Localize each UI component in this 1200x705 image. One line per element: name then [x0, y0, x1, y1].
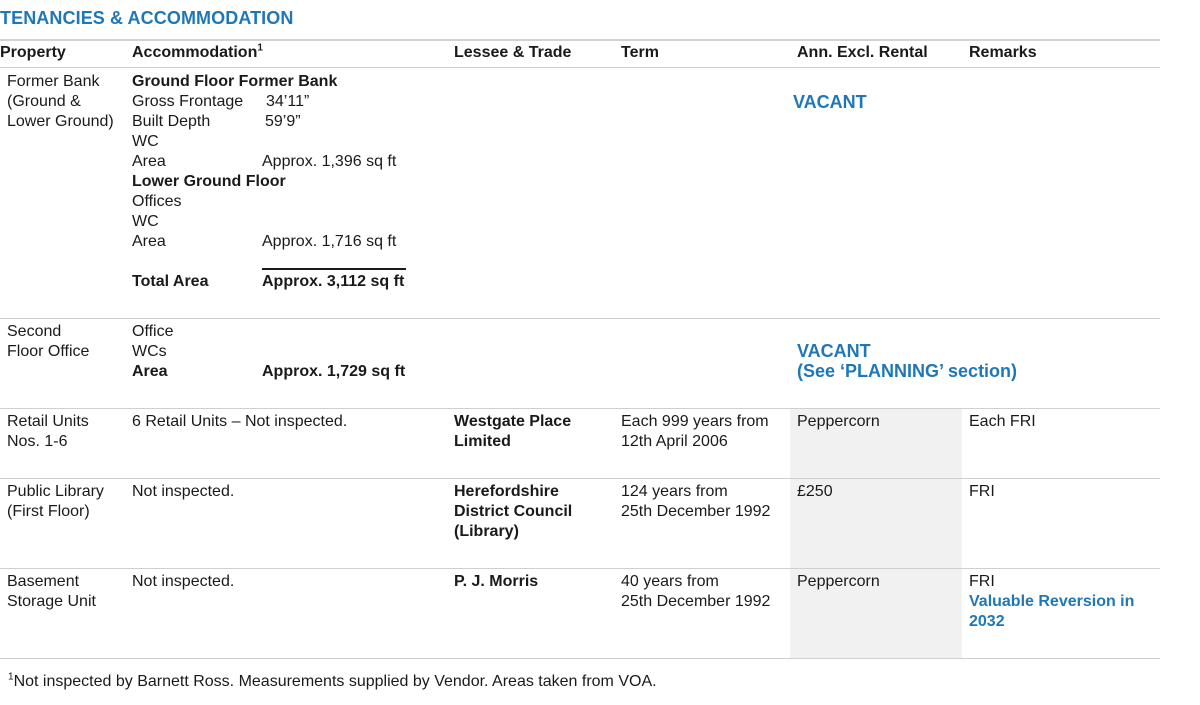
- property-line: Public Library: [7, 483, 104, 500]
- vacant-status: VACANT: [797, 341, 871, 361]
- built-depth-value: 59’9”: [265, 113, 301, 130]
- remarks-text: FRI: [969, 573, 995, 590]
- vacant-status: VACANT: [793, 92, 867, 112]
- property-line: Second: [7, 323, 62, 340]
- property-line: Former Bank: [7, 73, 100, 90]
- table-bottom-rule: [0, 658, 1160, 659]
- section-heading: Lower Ground Floor: [132, 173, 286, 190]
- offices-label: Offices: [132, 193, 182, 210]
- area-label: Area: [132, 363, 168, 380]
- lessee-line: District Council: [454, 503, 573, 520]
- row-divider: [0, 568, 1160, 569]
- header-remarks: Remarks: [969, 44, 1037, 61]
- footnote-marker: 1: [257, 42, 263, 54]
- total-underline: [262, 268, 406, 270]
- property-line: Storage Unit: [7, 593, 96, 610]
- total-area-value: Approx. 3,112 sq ft: [262, 273, 405, 290]
- rental-value: Peppercorn: [797, 573, 880, 590]
- gross-frontage-label: Gross Frontage: [132, 93, 244, 110]
- wc-label: WC: [132, 133, 159, 150]
- lessee-line: (Library): [454, 523, 519, 540]
- header-rule: [0, 67, 1160, 68]
- accommodation-text: Not inspected.: [132, 483, 235, 500]
- header-accommodation-label: Accommodation: [132, 44, 258, 61]
- header-accommodation: [132, 43, 263, 63]
- wc-label: WC: [132, 213, 159, 230]
- property-line: Nos. 1-6: [7, 433, 68, 450]
- gross-frontage-value: 34’11”: [266, 93, 310, 110]
- total-area-label: Total Area: [132, 273, 209, 290]
- header-rental: Ann. Excl. Rental: [797, 44, 928, 61]
- term-line: 40 years from: [621, 573, 719, 590]
- lessee-line: P. J. Morris: [454, 573, 539, 590]
- area-label: Area: [132, 233, 166, 250]
- lessee-line: Herefordshire: [454, 483, 559, 500]
- built-depth-label: Built Depth: [132, 113, 211, 130]
- planning-note: (See ‘PLANNING’ section): [797, 361, 1018, 381]
- property-line: (First Floor): [7, 503, 90, 520]
- lessee-line: Limited: [454, 433, 511, 450]
- area-value: Approx. 1,729 sq ft: [262, 363, 406, 380]
- reversion-note: Valuable Reversion in: [969, 593, 1135, 610]
- property-line: (Ground &: [7, 93, 81, 110]
- section-heading: Ground Floor Former Bank: [132, 73, 338, 90]
- table-top-rule: [0, 39, 1160, 41]
- remarks-text: FRI: [969, 483, 995, 500]
- office-label: Office: [132, 323, 174, 340]
- rental-value: Peppercorn: [797, 413, 880, 430]
- area-value: Approx. 1,396 sq ft: [262, 153, 397, 170]
- header-term: Term: [621, 44, 659, 61]
- term-line: 124 years from: [621, 483, 728, 500]
- header-lessee: Lessee & Trade: [454, 44, 572, 61]
- footnote-text: Not inspected by Barnett Ross. Measurements supplied by Vendor. Areas taken from VOA.: [13, 673, 657, 690]
- property-line: Retail Units: [7, 413, 89, 430]
- rental-column-shading: [790, 409, 962, 658]
- page-title: TENANCIES & ACCOMMODATION: [0, 8, 294, 28]
- row-divider: [0, 318, 1160, 319]
- row-divider: [0, 408, 1160, 409]
- property-line: Floor Office: [7, 343, 90, 360]
- accommodation-text: 6 Retail Units – Not inspected.: [132, 413, 348, 430]
- header-property: Property: [0, 44, 66, 61]
- wcs-label: WCs: [132, 343, 167, 360]
- row-divider: [0, 478, 1160, 479]
- lessee-line: Westgate Place: [454, 413, 572, 430]
- footnote-marker: 1: [8, 671, 14, 683]
- property-line: Basement: [7, 573, 80, 590]
- remarks-text: Each FRI: [969, 413, 1036, 430]
- footnote: [8, 672, 657, 692]
- term-line: 25th December 1992: [621, 503, 771, 520]
- term-line: 12th April 2006: [621, 433, 728, 450]
- accommodation-text: Not inspected.: [132, 573, 235, 590]
- term-line: 25th December 1992: [621, 593, 771, 610]
- rental-value: £250: [797, 483, 833, 500]
- area-label: Area: [132, 153, 166, 170]
- term-line: Each 999 years from: [621, 413, 769, 430]
- property-line: Lower Ground): [7, 113, 114, 130]
- reversion-note: 2032: [969, 613, 1005, 630]
- area-value: Approx. 1,716 sq ft: [262, 233, 397, 250]
